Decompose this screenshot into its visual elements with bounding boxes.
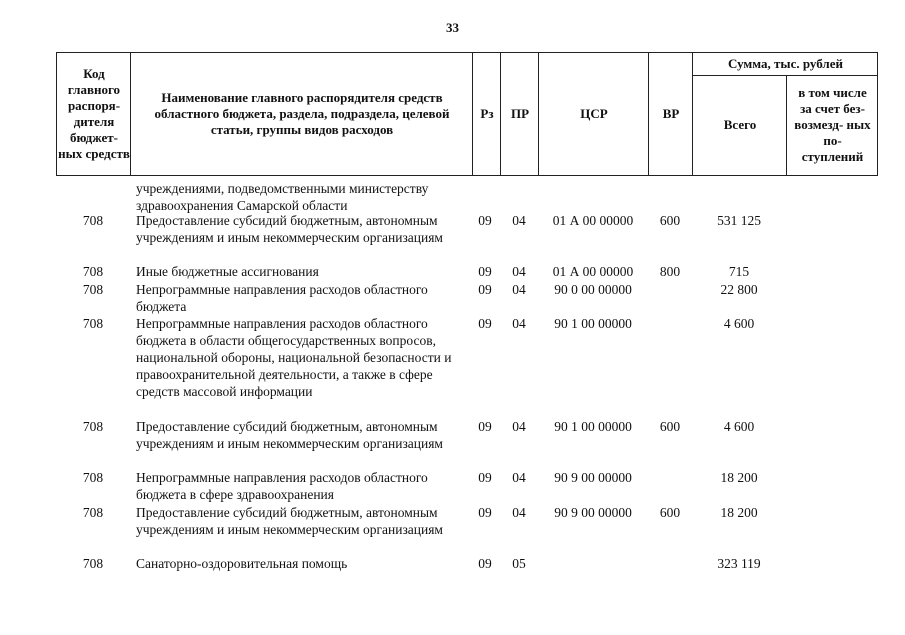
cell-total: 4 600 xyxy=(723,316,755,331)
header-name: Наименование главного распорядителя средств областного бюджета, раздела, подраздела, целевой статьи, группы видов расходов xyxy=(154,90,450,137)
cell-code: 708 xyxy=(82,419,104,434)
cell-csr: 01 А 00 00000 xyxy=(552,213,634,228)
cell-name: Санаторно-оздоровительная помощь xyxy=(136,556,348,571)
cell-rz: 09 xyxy=(478,213,492,228)
header-code: Код главного распоря- дителя бюджет- ных средств xyxy=(58,66,130,161)
cell-name: Иные бюджетные ассигнования xyxy=(136,264,319,279)
cell-csr: 90 9 00 00000 xyxy=(554,470,632,485)
cell-code: 708 xyxy=(82,505,104,520)
cell-total: 18 200 xyxy=(720,505,758,520)
cell-code: 708 xyxy=(82,470,104,485)
cell-total: 4 600 xyxy=(723,419,755,434)
cell-pr: 04 xyxy=(512,505,526,520)
cell-name: Предоставление субсидий бюджетным, автономным учреждениям и иным некоммерческим организациям xyxy=(136,505,443,537)
header-rz: Рз xyxy=(480,106,494,121)
cell-pr: 04 xyxy=(512,470,526,485)
cell-pr: 04 xyxy=(512,419,526,434)
header-total: Всего xyxy=(723,117,757,132)
cell-pr: 04 xyxy=(512,282,526,297)
cell-csr: 90 1 00 00000 xyxy=(554,316,632,331)
cell-csr: 90 1 00 00000 xyxy=(554,419,632,434)
cell-rz: 09 xyxy=(478,556,492,571)
cell-total: 18 200 xyxy=(720,470,758,485)
cell-name: Предоставление субсидий бюджетным, автономным учреждениям и иным некоммерческим организациям xyxy=(136,419,443,451)
cell-name: Непрограммные направления расходов областного бюджета xyxy=(136,282,428,314)
cell-total: 323 119 xyxy=(717,556,761,571)
cell-rz: 09 xyxy=(478,505,492,520)
cell-vr: 600 xyxy=(659,213,681,228)
header-vr: ВР xyxy=(662,106,680,121)
cell-vr: 600 xyxy=(659,419,681,434)
cell-csr: 90 0 00 00000 xyxy=(554,282,632,297)
cell-name: Предоставление субсидий бюджетным, автономным учреждениям и иным некоммерческим организациям xyxy=(136,213,443,245)
cell-pr: 04 xyxy=(512,316,526,331)
cell-vr: 600 xyxy=(659,505,681,520)
cell-code: 708 xyxy=(82,213,104,228)
cell-code: 708 xyxy=(82,282,104,297)
cell-code: 708 xyxy=(82,316,104,331)
page-number: 33 xyxy=(446,20,459,35)
cell-rz: 09 xyxy=(478,316,492,331)
cell-total: 531 125 xyxy=(717,213,761,228)
cell-pr: 05 xyxy=(512,556,526,571)
header-csr: ЦСР xyxy=(580,106,608,121)
cell-rz: 09 xyxy=(478,470,492,485)
cell-total: 715 xyxy=(728,264,750,279)
header-sum: Сумма, тыс. рублей xyxy=(728,56,843,71)
cell-vr: 800 xyxy=(659,264,681,279)
header-incl: в том числе за счет без- возмезд- ных по- ступлений xyxy=(794,85,871,164)
header-pr: ПР xyxy=(510,106,530,121)
cell-code: 708 xyxy=(82,556,104,571)
cell-rz: 09 xyxy=(478,282,492,297)
cell-rz: 09 xyxy=(478,419,492,434)
cell-pr: 04 xyxy=(512,213,526,228)
cell-total: 22 800 xyxy=(720,282,758,297)
cell-csr: 01 А 00 00000 xyxy=(552,264,634,279)
cell-name: учреждениями, подведомственными министерству здравоохранения Самарской области xyxy=(136,181,429,213)
cell-rz: 09 xyxy=(478,264,492,279)
cell-name: Непрограммные направления расходов областного бюджета в области общегосударственных вопросов, национальной обороны, национальной безопасности и правоохранительной деятельности, а также в сфере средств массовой информации xyxy=(136,316,452,399)
cell-code: 708 xyxy=(82,264,104,279)
cell-csr: 90 9 00 00000 xyxy=(554,505,632,520)
cell-pr: 04 xyxy=(512,264,526,279)
cell-name: Непрограммные направления расходов областного бюджета в сфере здравоохранения xyxy=(136,470,428,502)
